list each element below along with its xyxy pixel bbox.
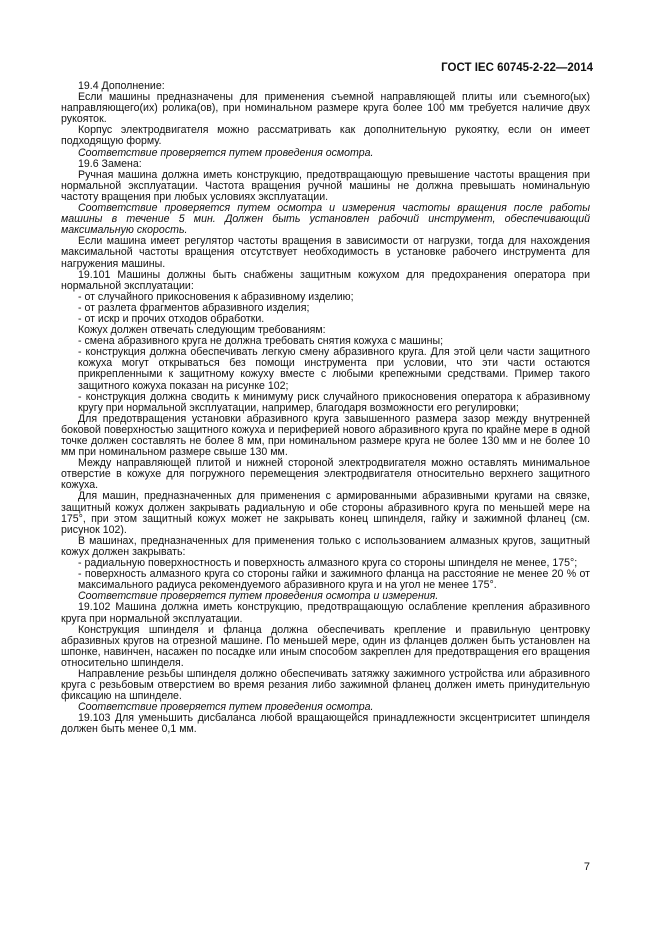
compliance-note: Соответствие проверяется путем проведения осмотра. <box>78 701 374 714</box>
paragraph: В машинах, предназначенных для применения только с использованием алмазных кругов, защитный кожух должен закрывать: <box>61 534 590 558</box>
paragraph: 19.6 Замена: <box>78 157 142 170</box>
paragraph: Ручная машина должна иметь конструкцию, предотвращающую превышение частоты вращения при нормальной эксплуатации. Частота вращения ручной машины не должна превышать номинальную частоту вращения при любых условиях эксплуатации. <box>61 168 590 203</box>
compliance-note: Соответствие проверяется путем проведения осмотра и измерения. <box>78 590 439 603</box>
standard-header: ГОСТ IEC 60745-2-22—2014 <box>441 62 593 74</box>
paragraph: Корпус электродвигателя можно рассматривать как дополнительную рукоятку, если он имеет подходящую форму. <box>61 124 590 148</box>
compliance-note: Соответствие проверяется путем проведения осмотра. <box>78 146 374 159</box>
paragraph: Между направляющей плитой и нижней стороной электродвигателя можно оставлять минимальное отверстие в кожухе для погружного перемещения электродвигателя относительно верхнего защитного кожуха. <box>61 457 590 492</box>
paragraph: Направление резьбы шпинделя должно обеспечивать затяжку зажимного устройства или абразивного круга с резьбовым отверстием во время резания либо зажимной фланец должен иметь принудительную фиксацию на шпинделе. <box>61 667 590 703</box>
paragraph: 19.102 Машина должна иметь конструкцию, предотвращающую ослабление крепления абразивного круга при нормальной эксплуатации. <box>61 601 590 625</box>
paragraph: Для предотвращения установки абразивного круга завышенного размера зазор между внутренней боковой поверхностью защитного кожуха и периферией нового абразивного круга по крайне мере в одной точке должен составлять не более 8 мм, при номинальном размере круга не более 130 мм и не более 10 мм при номинальном размере свыше 130 мм. <box>61 412 590 459</box>
list-item: - конструкция должна обеспечивать легкую смену абразивного круга. Для этой цели части защитного кожуха могут открываться без помощи инструмента при условии, что эти части остаются прикрепленными к защитному кожуху вместе с любыми крепежными средствами. Пример такого защитного кожуха показан на рисунке 102; <box>78 346 590 392</box>
paragraph: 19.101 Машины должны быть снабжены защитным кожухом для предохранения оператора при нормальной эксплуатации: <box>61 268 590 292</box>
document-body <box>61 81 590 736</box>
list-item: - поверхность алмазного круга со стороны гайки и зажимного фланца на расстояние не менее 20 % от максимального радиуса рекомендуемого абразивного круга и на угол не менее 175°. <box>78 568 590 592</box>
paragraph: Если машины предназначены для применения съемной направляющей плиты или съемного(ых) направляющего(их) ролика(ов), при номинальном размере круга более 100 мм требуется наличие двух рукояток. <box>61 91 590 126</box>
list-item: - конструкция должна сводить к минимуму риск случайного прикосновения оператора к абразивному кругу при нормальной эксплуатации, например, благодаря возможности его регулировки; <box>78 390 590 414</box>
page-number: 7 <box>583 861 590 873</box>
paragraph: Кожух должен отвечать следующим требованиям: <box>78 324 326 337</box>
list-item: - от случайного прикосновения к абразивному изделию; <box>78 290 354 303</box>
compliance-note: Соответствие проверяется путем осмотра и измерения частоты вращения после работы машины в течение 5 мин. Должен быть установлен рабочий инструмент, обеспечивающий максимальную скорость. <box>61 202 590 237</box>
list-item: - от разлета фрагментов абразивного изделия; <box>78 301 310 314</box>
list-item: - радиальную поверхностность и поверхность алмазного круга со стороны шпинделя не менее, 175°; <box>78 557 578 570</box>
paragraph: Если машина имеет регулятор частоты вращения в зависимости от нагрузки, тогда для нахождения максимальной частоты вращения отсутствует необходимость в установке рабочего инструмента для нагружения машины. <box>61 235 590 270</box>
paragraph: Для машин, предназначенных для применения с армированными абразивными кругами на связке, защитный кожух должен закрывать радиальную и обе стороны абразивного круга по меньшей мере на 175°, при этом защитный кожух может не закрывать конец шпинделя, гайку и зажимной фланец (см. рисунок 102). <box>61 490 590 536</box>
paragraph: Конструкция шпинделя и фланца должна обеспечивать крепление и правильную центровку абразивных кругов на отрезной машине. По меньшей мере, один из фланцев должен быть установлен на шпонке, навинчен, насажен по посадке или иным способом закреплен для предотвращения его вращения относительно шпинделя. <box>61 623 590 669</box>
list-item: - смена абразивного круга не должна требовать снятия кожуха с машины; <box>78 335 444 348</box>
paragraph: 19.4 Дополнение: <box>78 80 165 92</box>
paragraph: 19.103 Для уменьшить дисбаланса любой вращающейся принадлежности эксцентриситет шпинделя должен быть менее 0,1 мм. <box>61 712 590 736</box>
list-item: - от искр и прочих отходов обработки. <box>78 312 265 325</box>
